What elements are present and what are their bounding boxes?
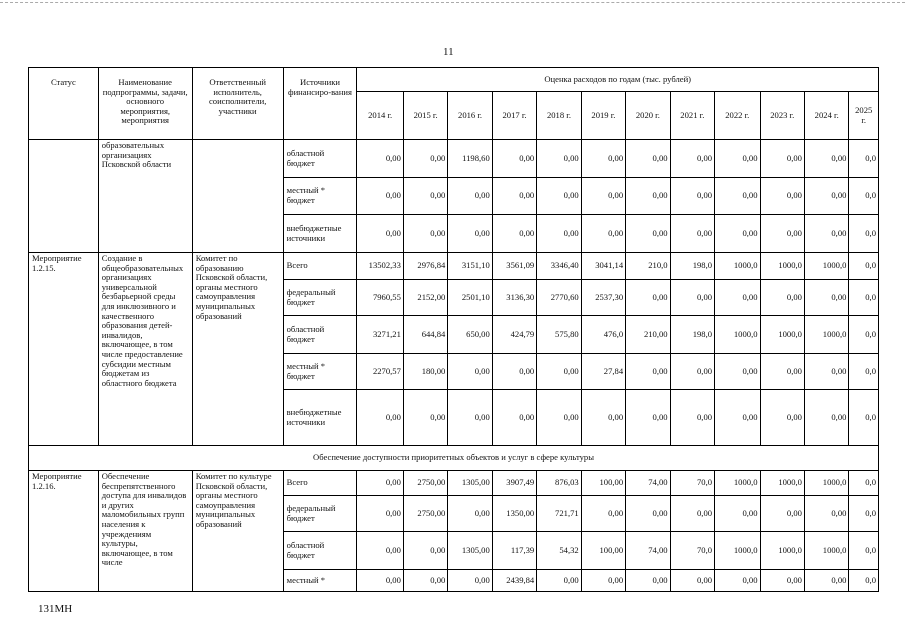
status-cell: Мероприятие 1.2.16.: [29, 471, 99, 592]
value-cell: 0,00: [626, 570, 670, 592]
value-cell: 0,00: [670, 354, 714, 390]
source-cell: местный *: [283, 570, 357, 592]
value-cell: 1350,00: [492, 496, 536, 532]
source-cell: областной бюджет: [283, 532, 357, 570]
source-cell: внебюджетные источники: [283, 215, 357, 253]
value-cell: 3151,10: [448, 253, 492, 280]
value-cell: 0,00: [760, 178, 804, 215]
value-cell: 0,00: [626, 280, 670, 316]
value-cell: 0,00: [760, 280, 804, 316]
value-cell: 0,00: [448, 354, 492, 390]
value-cell: 0,0: [849, 532, 879, 570]
value-cell: 0,00: [357, 178, 403, 215]
header-year: 2021 г.: [670, 92, 714, 140]
value-cell: 0,00: [804, 280, 848, 316]
header-year: 2018 г.: [537, 92, 581, 140]
value-cell: 0,00: [804, 496, 848, 532]
value-cell: 100,00: [581, 471, 625, 496]
value-cell: 0,0: [849, 280, 879, 316]
value-cell: 0,00: [357, 471, 403, 496]
source-cell: местный * бюджет: [283, 354, 357, 390]
value-cell: 0,00: [626, 140, 670, 178]
value-cell: 0,00: [537, 178, 581, 215]
value-cell: 180,00: [403, 354, 447, 390]
value-cell: 2501,10: [448, 280, 492, 316]
value-cell: 0,00: [537, 215, 581, 253]
header-sources: Источники финансиро-вания: [283, 68, 357, 140]
value-cell: 0,00: [670, 215, 714, 253]
value-cell: 1000,0: [804, 532, 848, 570]
value-cell: 1000,0: [804, 316, 848, 354]
value-cell: 3136,30: [492, 280, 536, 316]
value-cell: 0,00: [448, 178, 492, 215]
header-year: 2017 г.: [492, 92, 536, 140]
header-year: 2024 г.: [804, 92, 848, 140]
value-cell: 0,00: [448, 215, 492, 253]
header-responsible: Ответственный исполнитель, соисполнители, участники: [192, 68, 283, 140]
value-cell: 1198,60: [448, 140, 492, 178]
value-cell: 0,00: [492, 354, 536, 390]
value-cell: 476,0: [581, 316, 625, 354]
header-year: 2019 г.: [581, 92, 625, 140]
value-cell: 210,00: [626, 316, 670, 354]
status-cell: Мероприятие 1.2.15.: [29, 253, 99, 446]
value-cell: 0,00: [715, 178, 760, 215]
source-cell: местный * бюджет: [283, 178, 357, 215]
value-cell: 0,00: [670, 178, 714, 215]
value-cell: 0,00: [357, 390, 403, 446]
value-cell: 0,00: [670, 390, 714, 446]
value-cell: 2152,00: [403, 280, 447, 316]
value-cell: 0,00: [804, 178, 848, 215]
value-cell: 0,00: [357, 140, 403, 178]
value-cell: 0,00: [448, 390, 492, 446]
value-cell: 0,00: [715, 390, 760, 446]
value-cell: 0,00: [804, 390, 848, 446]
value-cell: 0,00: [670, 280, 714, 316]
value-cell: 0,00: [804, 215, 848, 253]
value-cell: 210,0: [626, 253, 670, 280]
source-cell: областной бюджет: [283, 140, 357, 178]
value-cell: 0,00: [715, 570, 760, 592]
header-year: 2014 г.: [357, 92, 403, 140]
value-cell: 1000,0: [715, 532, 760, 570]
value-cell: 0,00: [492, 178, 536, 215]
value-cell: 0,00: [715, 215, 760, 253]
value-cell: 1000,0: [760, 532, 804, 570]
value-cell: 0,00: [760, 140, 804, 178]
value-cell: 3271,21: [357, 316, 403, 354]
value-cell: 0,00: [581, 570, 625, 592]
source-cell: Всего: [283, 253, 357, 280]
value-cell: 0,00: [626, 496, 670, 532]
value-cell: 0,00: [581, 140, 625, 178]
header-year: 2016 г.: [448, 92, 492, 140]
value-cell: 0,00: [581, 390, 625, 446]
value-cell: 0,00: [715, 354, 760, 390]
name-cell: Обеспечение беспрепятственного доступа для инвалидов и других маломобильных групп населения к учреждениям культуры, включающее, в том числе: [98, 471, 192, 592]
value-cell: 2770,60: [537, 280, 581, 316]
value-cell: 1000,0: [715, 316, 760, 354]
value-cell: 0,0: [849, 496, 879, 532]
value-cell: 0,00: [670, 570, 714, 592]
value-cell: 0,00: [760, 496, 804, 532]
value-cell: 0,0: [849, 354, 879, 390]
value-cell: 2270,57: [357, 354, 403, 390]
value-cell: 27,84: [581, 354, 625, 390]
value-cell: 0,00: [804, 354, 848, 390]
value-cell: 3907,49: [492, 471, 536, 496]
value-cell: 0,0: [849, 215, 879, 253]
value-cell: 0,00: [492, 140, 536, 178]
header-year: 2015 г.: [403, 92, 447, 140]
value-cell: 54,32: [537, 532, 581, 570]
value-cell: 70,0: [670, 532, 714, 570]
responsible-cell: Комитет по культуре Псковской области, органы местного самоуправления муниципальных образований: [192, 471, 283, 592]
value-cell: 2976,84: [403, 253, 447, 280]
table-row: [29, 253, 879, 280]
expense-table: [28, 67, 879, 592]
value-cell: 0,0: [849, 178, 879, 215]
header-name: Наименование подпрограммы, задачи, основного мероприятия, мероприятия: [98, 68, 192, 140]
value-cell: 0,00: [537, 354, 581, 390]
header-estimate: Оценка расходов по годам (тыс. рублей): [357, 68, 879, 92]
page-number: 11: [443, 46, 454, 58]
value-cell: 0,00: [357, 215, 403, 253]
value-cell: 198,0: [670, 253, 714, 280]
value-cell: 2439,84: [492, 570, 536, 592]
value-cell: 1000,0: [760, 471, 804, 496]
value-cell: 7960,55: [357, 280, 403, 316]
value-cell: 0,00: [626, 178, 670, 215]
header-year: 2025 г.: [849, 92, 879, 140]
value-cell: 0,0: [849, 316, 879, 354]
value-cell: 0,00: [581, 496, 625, 532]
value-cell: 0,00: [626, 215, 670, 253]
value-cell: 0,00: [760, 215, 804, 253]
value-cell: 0,0: [849, 471, 879, 496]
value-cell: 1305,00: [448, 532, 492, 570]
value-cell: 0,0: [849, 570, 879, 592]
value-cell: 0,00: [357, 570, 403, 592]
name-cell: Создание в общеобразовательных организациях универсальной безбарьерной среды для инклюзивного и качественного образования детей-инвалидов, включающее, в том числе предоставление субсидии местным бюджетам из областного бюджета: [98, 253, 192, 446]
table-row: [29, 471, 879, 496]
value-cell: 0,00: [448, 496, 492, 532]
value-cell: 0,00: [403, 532, 447, 570]
value-cell: 0,00: [537, 390, 581, 446]
value-cell: 0,0: [849, 253, 879, 280]
value-cell: 3346,40: [537, 253, 581, 280]
value-cell: 575,80: [537, 316, 581, 354]
value-cell: 876,03: [537, 471, 581, 496]
value-cell: 0,00: [760, 390, 804, 446]
value-cell: 0,00: [760, 354, 804, 390]
value-cell: 0,00: [357, 532, 403, 570]
value-cell: 0,00: [670, 140, 714, 178]
value-cell: 0,00: [403, 390, 447, 446]
value-cell: 13502,33: [357, 253, 403, 280]
value-cell: 644,84: [403, 316, 447, 354]
header-year: 2023 г.: [760, 92, 804, 140]
value-cell: 1000,0: [715, 253, 760, 280]
value-cell: 0,00: [403, 178, 447, 215]
source-cell: федеральный бюджет: [283, 280, 357, 316]
source-cell: федеральный бюджет: [283, 496, 357, 532]
value-cell: 74,00: [626, 532, 670, 570]
value-cell: 0,00: [670, 496, 714, 532]
value-cell: 0,00: [537, 140, 581, 178]
responsible-cell: Комитет по образованию Псковской области, органы местного самоуправления муниципальных образований: [192, 253, 283, 446]
source-cell: областной бюджет: [283, 316, 357, 354]
value-cell: 0,00: [804, 570, 848, 592]
name-cell: образовательных организациях Псковской области: [98, 140, 192, 253]
value-cell: 0,00: [626, 390, 670, 446]
header-status: Статус: [29, 68, 99, 140]
value-cell: 2750,00: [403, 471, 447, 496]
value-cell: 0,00: [357, 496, 403, 532]
value-cell: 2537,30: [581, 280, 625, 316]
value-cell: 0,00: [448, 570, 492, 592]
value-cell: 0,00: [492, 390, 536, 446]
value-cell: 0,0: [849, 390, 879, 446]
value-cell: 0,00: [715, 140, 760, 178]
value-cell: 100,00: [581, 532, 625, 570]
value-cell: 198,0: [670, 316, 714, 354]
value-cell: 0,00: [492, 215, 536, 253]
value-cell: 0,00: [403, 215, 447, 253]
footer-code: 131MH: [38, 603, 73, 615]
value-cell: 0,00: [581, 215, 625, 253]
header-year: 2022 г.: [715, 92, 760, 140]
value-cell: 0,00: [403, 570, 447, 592]
value-cell: 650,00: [448, 316, 492, 354]
source-cell: Всего: [283, 471, 357, 496]
status-cell: [29, 140, 99, 253]
value-cell: 70,0: [670, 471, 714, 496]
value-cell: 0,00: [626, 354, 670, 390]
value-cell: 0,00: [581, 178, 625, 215]
value-cell: 0,00: [715, 496, 760, 532]
value-cell: 2750,00: [403, 496, 447, 532]
value-cell: 1000,0: [760, 253, 804, 280]
value-cell: 74,00: [626, 471, 670, 496]
section-row: [29, 446, 879, 471]
value-cell: 1000,0: [804, 253, 848, 280]
value-cell: 3041,14: [581, 253, 625, 280]
value-cell: 0,00: [760, 570, 804, 592]
section-title: Обеспечение доступности приоритетных объектов и услуг в сфере культуры: [29, 446, 879, 471]
value-cell: 117,39: [492, 532, 536, 570]
source-cell: внебюджетные источники: [283, 390, 357, 446]
value-cell: 0,00: [715, 280, 760, 316]
value-cell: 3561,09: [492, 253, 536, 280]
value-cell: 1000,0: [715, 471, 760, 496]
table-row: [29, 140, 879, 178]
value-cell: 0,00: [804, 140, 848, 178]
value-cell: 721,71: [537, 496, 581, 532]
value-cell: 424,79: [492, 316, 536, 354]
value-cell: 1305,00: [448, 471, 492, 496]
value-cell: 1000,0: [760, 316, 804, 354]
header-year: 2020 г.: [626, 92, 670, 140]
responsible-cell: [192, 140, 283, 253]
value-cell: 0,00: [537, 570, 581, 592]
value-cell: 0,0: [849, 140, 879, 178]
value-cell: 0,00: [403, 140, 447, 178]
value-cell: 1000,0: [804, 471, 848, 496]
scan-top-edge: [0, 2, 905, 3]
